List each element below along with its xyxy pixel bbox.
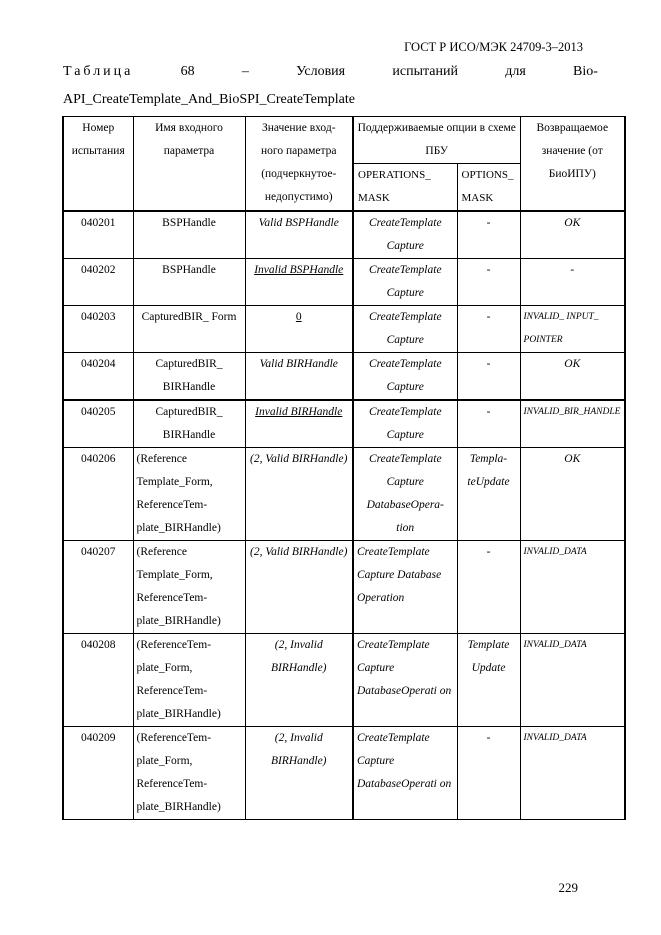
test-number: 040202 (63, 259, 133, 306)
caption-word: испытаний (392, 64, 458, 79)
header-line: недопустимо) (264, 191, 333, 203)
operations-mask: CreateTemplate Capture Database Operation (353, 541, 457, 634)
test-number: 040209 (63, 727, 133, 820)
page-number: 229 (558, 880, 578, 895)
table-caption-line2: API_CreateTemplate_And_BioSPI_CreateTemplate (63, 92, 355, 107)
return-value: OK (520, 211, 625, 259)
operations-mask: CreateTemplate Capture (353, 211, 457, 259)
table-row (63, 541, 625, 634)
running-header: ГОСТ Р ИСО/МЭК 24709-3–2013 (404, 40, 583, 54)
table-row (63, 259, 625, 306)
param-value: 0 (245, 306, 353, 353)
options-mask: - (457, 727, 520, 820)
return-value: - (520, 259, 625, 306)
param-name: (Reference Template_Form, ReferenceTem- plate_BIRHandle) (133, 541, 245, 634)
test-number: 040208 (63, 634, 133, 727)
caption-word: Bio- (573, 64, 598, 79)
table-row (63, 353, 625, 401)
param-value: Invalid BIRHandle (245, 400, 353, 448)
caption-word: Таблица (63, 64, 134, 79)
header-param-name: Имя входного параметра (133, 117, 245, 212)
caption-word: для (505, 64, 526, 79)
param-value: (2, Valid BIRHandle) (245, 541, 353, 634)
header-test-number: Номер испытания (63, 117, 133, 212)
options-mask: - (457, 400, 520, 448)
options-mask: Template Update (457, 634, 520, 727)
param-value: Invalid BSPHandle (245, 259, 353, 306)
return-value: OK (520, 448, 625, 541)
caption-word: 68 (180, 64, 195, 79)
param-name: CapturedBIR_ Form (133, 306, 245, 353)
options-mask: - (457, 353, 520, 401)
table-caption-line1 (63, 64, 598, 80)
operations-mask: CreateTemplate Capture (353, 306, 457, 353)
param-name: CapturedBIR_ BIRHandle (133, 400, 245, 448)
table-row (63, 400, 625, 448)
header-line: ного параметра (261, 145, 337, 157)
return-value: OK (520, 353, 625, 401)
param-name: (ReferenceTem- plate_Form, ReferenceTem- plate_BIRHandle) (133, 727, 245, 820)
table-row (63, 448, 625, 541)
operations-mask: CreateTemplate Capture DatabaseOperati on (353, 634, 457, 727)
operations-mask: CreateTemplate Capture DatabaseOperati on (353, 727, 457, 820)
param-name: CapturedBIR_ BIRHandle (133, 353, 245, 401)
test-number: 040206 (63, 448, 133, 541)
header-line: (подчеркнутое- (261, 168, 337, 180)
header-operations-mask: OPERATIONS_ MASK (353, 164, 457, 212)
header-param-value (245, 117, 353, 212)
return-value: INVALID_BIR_HANDLE (520, 400, 625, 448)
header-options-mask: OPTIONS_ MASK (457, 164, 520, 212)
header-line: Значение вход- (261, 122, 336, 134)
options-mask: - (457, 541, 520, 634)
test-number: 040203 (63, 306, 133, 353)
table-row (63, 727, 625, 820)
test-conditions-table (62, 116, 626, 820)
test-number: 040205 (63, 400, 133, 448)
operations-mask: CreateTemplate Capture (353, 400, 457, 448)
return-value: INVALID_ INPUT_ POINTER (520, 306, 625, 353)
operations-mask: CreateTemplate Capture (353, 259, 457, 306)
return-value: INVALID_DATA (520, 727, 625, 820)
param-value: Valid BSPHandle (245, 211, 353, 259)
return-value: INVALID_DATA (520, 634, 625, 727)
options-mask: Templa- teUpdate (457, 448, 520, 541)
table-row (63, 211, 625, 259)
options-mask: - (457, 306, 520, 353)
caption-word: Условия (296, 64, 346, 79)
return-value: INVALID_DATA (520, 541, 625, 634)
test-number: 040201 (63, 211, 133, 259)
operations-mask: CreateTemplate Capture (353, 353, 457, 401)
param-name: BSPHandle (133, 211, 245, 259)
test-number: 040204 (63, 353, 133, 401)
caption-word: – (241, 64, 249, 79)
header-row (63, 117, 625, 164)
header-return-value: Возвращаемое значение (от БиоИПУ) (520, 117, 625, 212)
param-value: (2, Invalid BIRHandle) (245, 727, 353, 820)
header-supported-options: Поддерживаемые опции в схеме ПБУ (353, 117, 520, 164)
options-mask: - (457, 211, 520, 259)
table-row (63, 634, 625, 727)
operations-mask: CreateTemplate Capture DatabaseOpera- tion (353, 448, 457, 541)
param-name: BSPHandle (133, 259, 245, 306)
table-row (63, 306, 625, 353)
param-name: (Reference Template_Form, ReferenceTem- plate_BIRHandle) (133, 448, 245, 541)
options-mask: - (457, 259, 520, 306)
param-value: (2, Invalid BIRHandle) (245, 634, 353, 727)
param-value: (2, Valid BIRHandle) (245, 448, 353, 541)
param-name: (ReferenceTem- plate_Form, ReferenceTem- plate_BIRHandle) (133, 634, 245, 727)
test-number: 040207 (63, 541, 133, 634)
param-value: Valid BIRHandle (245, 353, 353, 401)
